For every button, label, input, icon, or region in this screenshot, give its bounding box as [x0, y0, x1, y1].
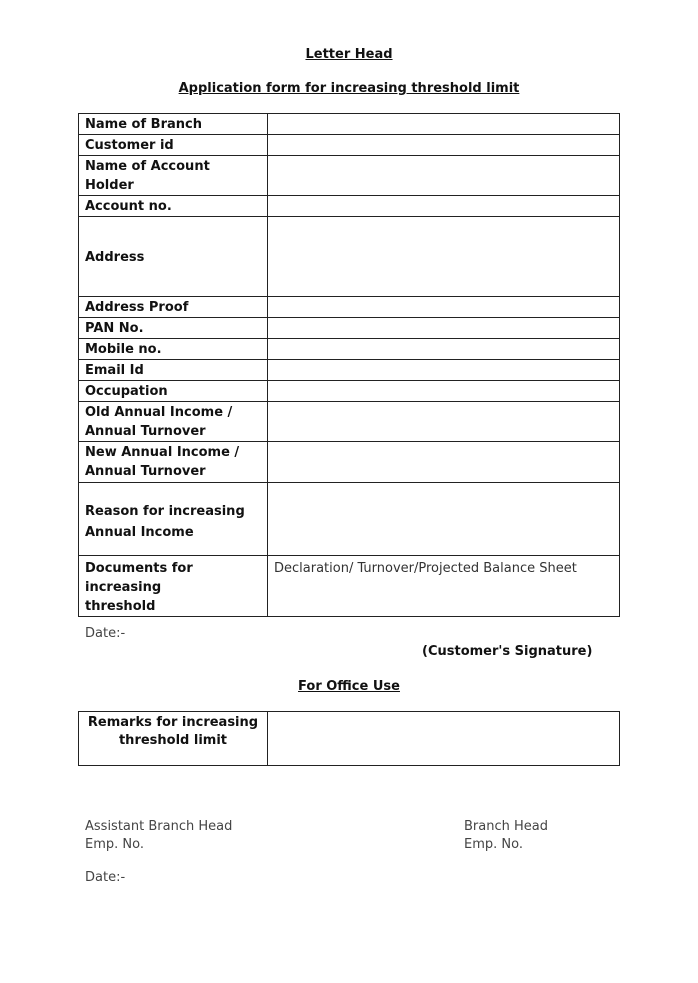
label-line: threshold limit [118, 733, 228, 748]
application-form-table [78, 113, 620, 617]
table-row [79, 339, 620, 360]
field-value-email-id[interactable] [268, 360, 620, 381]
office-use-table [78, 711, 620, 766]
table-row [79, 483, 620, 556]
field-value-address-proof[interactable] [268, 297, 620, 318]
field-value-pan-no[interactable] [268, 318, 620, 339]
field-label-mobile-no: Mobile no. [79, 339, 268, 360]
label-line: New Annual Income / [85, 445, 240, 460]
date-label: Date:- [85, 626, 126, 641]
field-label-occupation: Occupation [79, 381, 268, 402]
table-row [79, 381, 620, 402]
field-label-new-annual-income [79, 442, 268, 483]
table-row [79, 556, 620, 617]
field-label-pan-no: PAN No. [79, 318, 268, 339]
assistant-emp-no: Emp. No. [85, 837, 144, 852]
table-row [79, 114, 620, 135]
field-label-branch-name: Name of Branch [79, 114, 268, 135]
label-line: Documents for increasing [85, 561, 193, 595]
table-row [79, 442, 620, 483]
assistant-branch-head-block [85, 818, 232, 854]
assistant-branch-head-title: Assistant Branch Head [85, 819, 233, 834]
label-line: threshold [85, 599, 156, 614]
field-label-address-proof: Address Proof [79, 297, 268, 318]
table-row [79, 156, 620, 196]
label-line: Annual Turnover [85, 424, 206, 439]
letter-head-heading: Letter Head [305, 47, 393, 62]
field-value-reason[interactable] [268, 483, 620, 556]
field-label-reason [79, 483, 268, 556]
field-value-account-no[interactable] [268, 196, 620, 217]
field-label-customer-id: Customer id [79, 135, 268, 156]
label-line: Remarks for increasing [87, 715, 259, 730]
label-line: Reason for increasing [85, 504, 245, 519]
field-value-mobile-no[interactable] [268, 339, 620, 360]
table-row [79, 297, 620, 318]
table-row [79, 360, 620, 381]
form-title: Application form for increasing threshold limit [178, 81, 520, 96]
field-value-customer-id[interactable] [268, 135, 620, 156]
field-label-address: Address [79, 217, 268, 297]
branch-head-title: Branch Head [464, 819, 548, 834]
customer-signature-label: (Customer's Signature) [422, 644, 593, 659]
table-row [79, 712, 620, 766]
field-label-email-id: Email Id [79, 360, 268, 381]
office-date-label: Date:- [85, 870, 126, 885]
field-label-account-holder: Name of Account Holder [79, 156, 268, 196]
field-label-documents [79, 556, 268, 617]
field-value-old-annual-income[interactable] [268, 402, 620, 442]
field-value-address[interactable] [268, 217, 620, 297]
label-line: Annual Income [85, 525, 194, 540]
branch-head-block [464, 818, 548, 854]
table-row [79, 318, 620, 339]
table-row [79, 217, 620, 297]
office-use-heading: For Office Use [298, 679, 400, 694]
branch-emp-no: Emp. No. [464, 837, 523, 852]
field-value-new-annual-income[interactable] [268, 442, 620, 483]
field-value-remarks[interactable] [268, 712, 620, 766]
table-row [79, 196, 620, 217]
field-label-old-annual-income [79, 402, 268, 442]
field-label-account-no: Account no. [79, 196, 268, 217]
table-row [79, 402, 620, 442]
field-value-documents[interactable]: Declaration/ Turnover/Projected Balance Sheet [268, 556, 620, 617]
label-line: Annual Turnover [85, 464, 206, 479]
field-value-occupation[interactable] [268, 381, 620, 402]
field-value-branch-name[interactable] [268, 114, 620, 135]
field-label-remarks [79, 712, 268, 766]
label-line: Old Annual Income / [85, 405, 233, 420]
field-value-account-holder[interactable] [268, 156, 620, 196]
table-row [79, 135, 620, 156]
